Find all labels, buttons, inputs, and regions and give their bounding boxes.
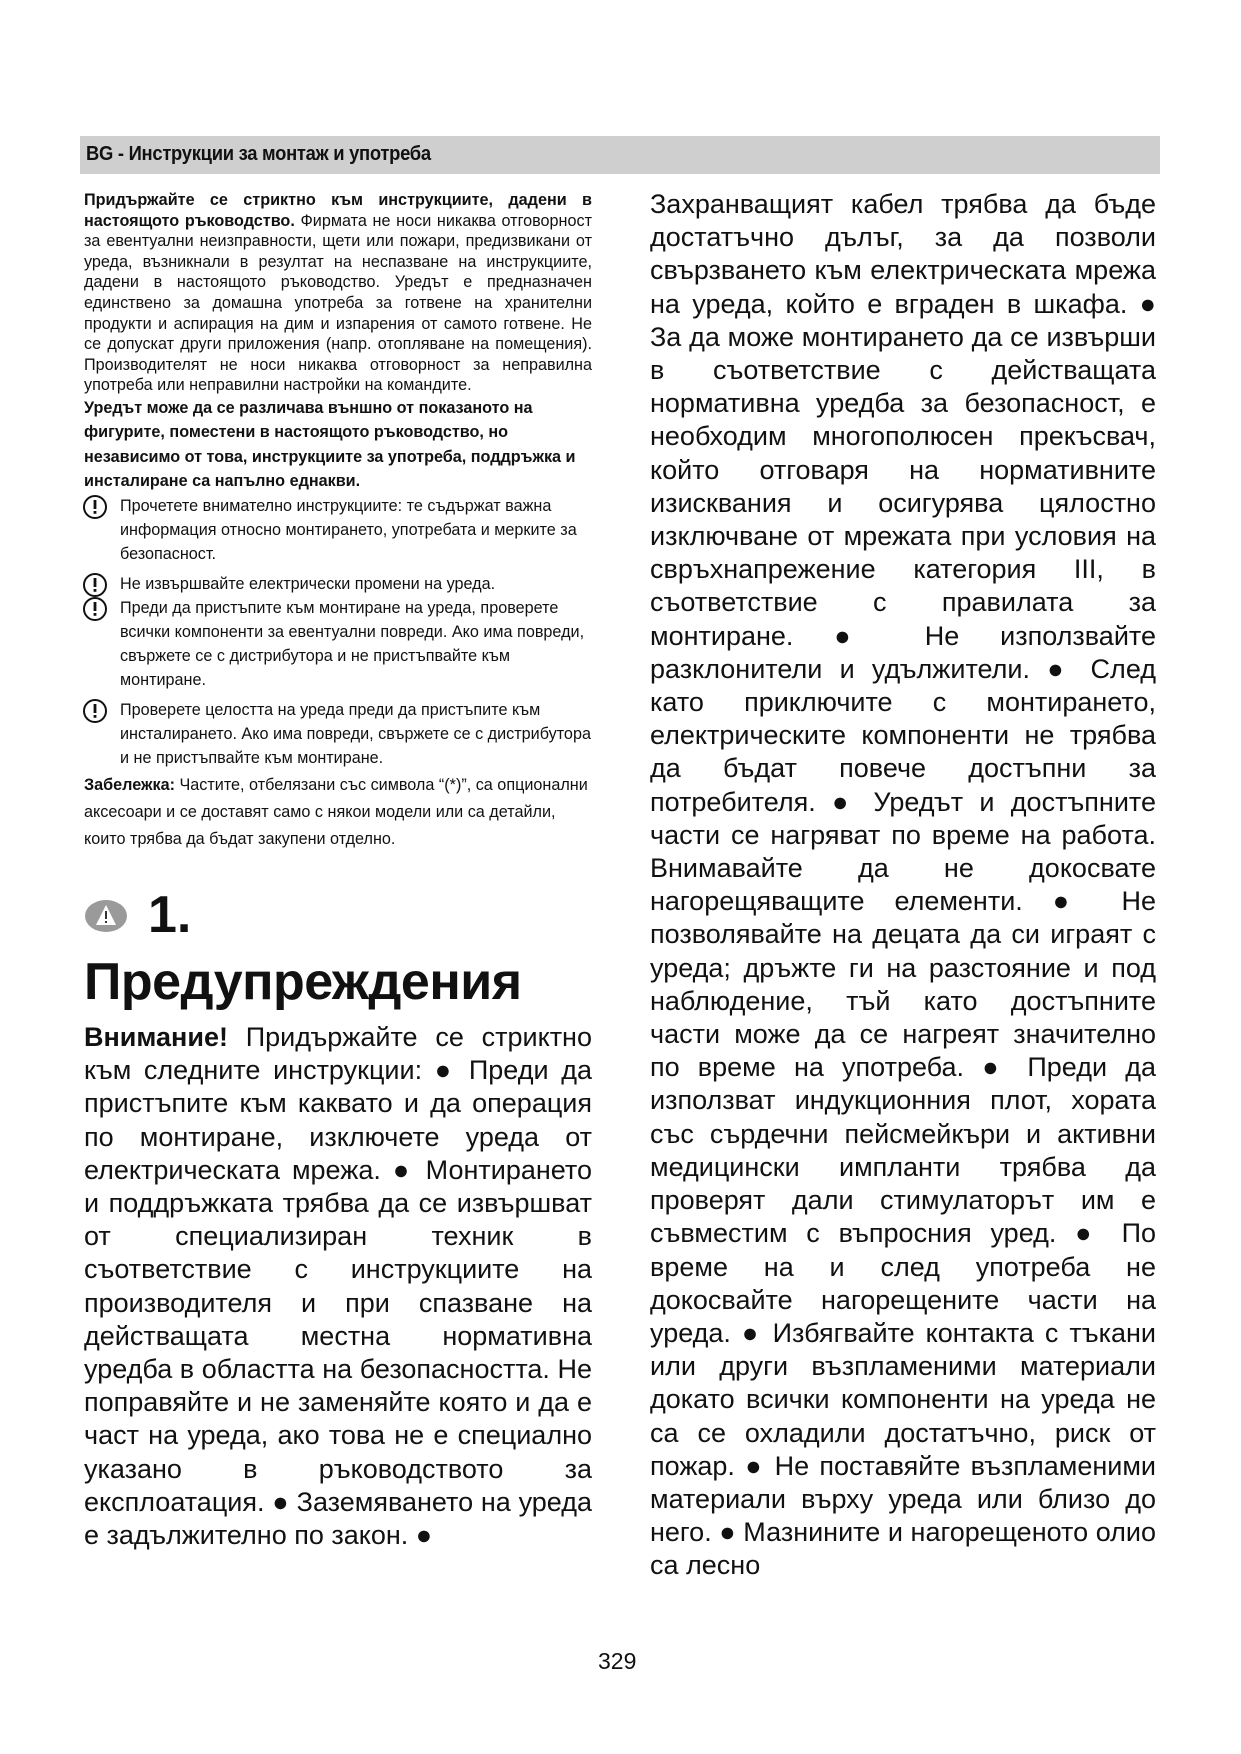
page-number: 329 xyxy=(598,1648,637,1674)
exclamation-circle-icon xyxy=(82,494,110,522)
warnings-text-left: Придържайте се стриктно към следните инструкции: ● Преди да пристъпите към каквато и да операция по монтиране, изключете уреда от електрическата мрежа. ● Монтирането и поддръжката трябва да се извършват от специализиран техник в съответствие с инструкциите на производителя и при спазване на действащата местна нормативна уредба в областта на безопасността. Не поправяйте и не заменяйте която и да е част на уреда, ако това не е специално указано в ръководството за експлоатация. ● Заземяването на уреда е задължително по закон. ● xyxy=(84,1021,592,1550)
left-column xyxy=(84,190,592,1552)
note-label: Забележка: xyxy=(84,775,175,794)
warning-text: Не извършвайте електрически промени на уреда. xyxy=(120,574,496,593)
warning-item-check-components xyxy=(84,596,592,692)
exclamation-circle-icon xyxy=(82,698,110,726)
warning-text: Прочетете внимателно инструкциите: те съдържат важна информация относно монтирането, употребата и мерките за безопасност. xyxy=(120,496,577,563)
right-column xyxy=(650,188,1156,1583)
warnings-body-right: Захранващият кабел трябва да бъде достатъчно дълъг, за да позволи свързването към електрическата мрежа на уреда, който е вграден в шкафа. ● За да може монтирането да се извърши в съответствие с действащата нормативна уредба за безопасност, е необходим многополюсен прекъсвач, който отговаря на нормативните изисквания и осигурява цялостно изключване от мрежата при условия на свръхнапрежение категория III, в съответствие с правилата за монтиране. ● Не използвайте разклонители и удължители. ● След като приключите с монтирането, електрическите компоненти не трябва да бъдат повече достъпни за потребителя. ● Уредът и достъпните части се нагряват по време на работа. Внимавайте да не докосвате нагорещяващите елементи. ● Не позволявайте на децата да си играят с уреда; дръжте ги на разстояние и под наблюдение, тъй като достъпните части може да се нагреят значително по време на употреба. ● Преди да използват индукционния плот, хората със сърдечни пейсмейкъри и активни медицински импланти трябва да проверят дали стимулаторът им е съвместим с въпросния уред. ● По време на и след употреба не докосвайте нагорещените части на уреда. ● Избягвайте контакта с тъкани или други възпламеними материали докато всички компоненти на уреда не са се охладили достатъчно, риск от пожар. ● Не поставяйте възпламеними материали върху уреда или близо до него. ● Мазнините и нагорещеното олио са лесно xyxy=(650,189,1156,1581)
note-text: Частите, отбелязани със символа “(*)”, са опционални аксесоари и се доставят само с някои модели или са детайли, които трябва да бъдат закупени отделно. xyxy=(84,775,588,848)
intro-paragraph xyxy=(84,190,592,396)
warning-item-no-electrical-changes xyxy=(84,572,592,596)
warning-triangle-icon xyxy=(84,899,128,933)
warning-item-check-integrity xyxy=(84,698,592,770)
note-paragraph xyxy=(84,772,592,853)
exclamation-circle-icon xyxy=(82,596,110,624)
section-heading xyxy=(84,881,592,951)
section-number: 1. xyxy=(148,885,192,944)
intro-text: Фирмата не носи никаква отговорност за евентуални неизправности, щети или пожари, предизвикани от уреда, възникнали в резултат на неспазване на инструкциите, дадени в настоящото ръководство. Уредът е предназначен единствено за домашна употреба за готвене на хранителни продукти и аспирация на дим и изпарения от самото готвене. Не се допускат други приложения (напр. отопляване на помещения). Производителят не носи никаква отговорност за неправилна употреба или неправилни настройки на командите. xyxy=(84,211,593,395)
section-title: Предупреждения xyxy=(84,952,522,1011)
warning-text: Преди да пристъпите към монтиране на уреда, проверете всички компоненти за евентуални повреди. Ако има повреди, свържете се с дистрибутора и не пристъпвайте към монтиране. xyxy=(120,598,585,689)
attention-label: Внимание! xyxy=(84,1021,228,1052)
header-bar xyxy=(80,136,1160,174)
warning-item-read-instructions xyxy=(84,494,592,566)
warning-text: Проверете целостта на уреда преди да пристъпите към инсталирането. Ако има повреди, свържете се с дистрибутора и не пристъпвайте към монтиране. xyxy=(120,700,591,767)
page-header-title: BG - Инструкции за монтаж и употреба xyxy=(86,143,431,165)
intro-bold-lead: Придържайте се стриктно към инструкциите, дадени в настоящото ръководство. xyxy=(84,191,592,230)
warnings-body-left xyxy=(84,1021,592,1552)
appearance-note: Уредът може да се различава външно от показаното на фигурите, поместени в настоящото ръководство, но независимо от това, инструкциите за употреба, поддръжка и инсталиране са напълно еднакви. xyxy=(84,398,576,491)
